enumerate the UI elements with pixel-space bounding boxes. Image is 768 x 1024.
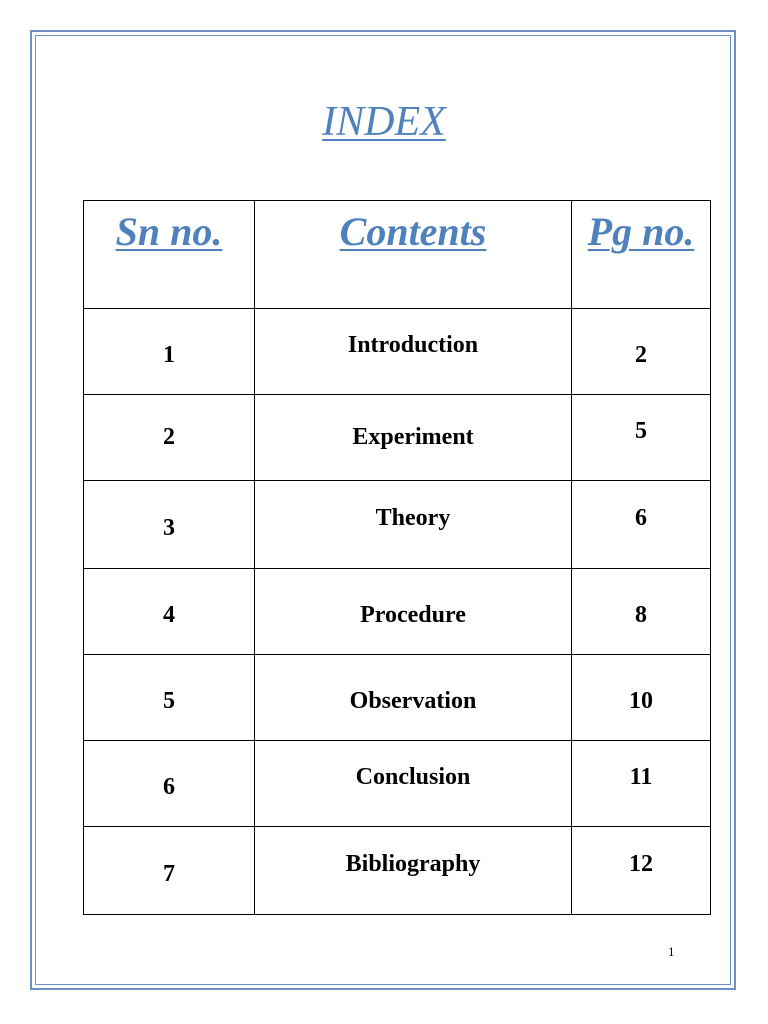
header-contents-label: Contents [339,209,487,254]
sn-value: 1 [163,342,175,368]
sn-cell [84,569,255,655]
pg-cell [572,655,711,741]
sn-value: 6 [163,774,175,800]
sn-cell [84,655,255,741]
table-row [84,395,711,481]
contents-cell [255,827,572,915]
page-number: 1 [668,944,675,959]
contents-cell [255,569,572,655]
contents-value: Experiment [352,424,474,450]
pg-value: 8 [635,602,647,628]
contents-cell [255,655,572,741]
sn-cell [84,481,255,569]
contents-value: Procedure [360,602,466,628]
page-title: INDEX [322,99,446,145]
sn-cell [84,827,255,915]
sn-value: 2 [163,424,175,450]
contents-value: Theory [375,505,451,531]
table-row [84,655,711,741]
sn-value: 7 [163,861,175,887]
pg-value: 12 [629,851,653,877]
pg-cell [572,309,711,395]
header-sn-cell [84,201,255,309]
pg-value: 5 [635,418,647,444]
pg-cell [572,827,711,915]
pg-value: 10 [629,688,653,714]
pg-cell [572,481,711,569]
pg-cell [572,741,711,827]
table-header-row [84,201,711,309]
table-row [84,309,711,395]
contents-cell [255,481,572,569]
sn-value: 5 [163,688,175,714]
header-contents-cell [255,201,572,309]
contents-value: Observation [349,688,477,714]
pg-value: 6 [635,505,647,531]
table-row [84,481,711,569]
contents-value: Bibliography [345,851,481,877]
pg-cell [572,395,711,481]
table-row [84,741,711,827]
contents-value: Conclusion [355,764,471,790]
sn-value: 4 [163,602,175,628]
sn-cell [84,741,255,827]
pg-value: 2 [635,342,647,368]
sn-cell [84,309,255,395]
header-pg-label: Pg no. [587,209,695,254]
index-table [83,200,711,915]
contents-value: Introduction [347,332,479,358]
contents-cell [255,741,572,827]
header-pg-cell [572,201,711,309]
sn-cell [84,395,255,481]
pg-value: 11 [629,764,653,790]
sn-value: 3 [163,515,175,541]
contents-cell [255,309,572,395]
pg-cell [572,569,711,655]
table-row [84,827,711,915]
header-sn-label: Sn no. [115,209,223,254]
table-row [84,569,711,655]
contents-cell [255,395,572,481]
